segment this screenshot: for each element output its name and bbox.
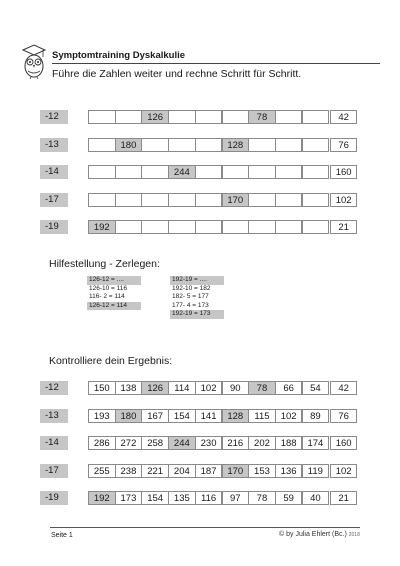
exercise-step-label: -19	[40, 220, 68, 234]
check-step-label: -19	[40, 491, 68, 505]
exercise-cell[interactable]	[275, 138, 303, 152]
exercise-cell[interactable]	[195, 220, 223, 234]
exercise-cell[interactable]	[88, 110, 116, 124]
exercise-cell[interactable]	[141, 220, 169, 234]
exercise-cell[interactable]: 78	[248, 110, 276, 124]
exercise-cell[interactable]	[168, 138, 196, 152]
check-cell: 255	[88, 464, 116, 478]
check-cell: 170	[222, 464, 250, 478]
header	[20, 42, 382, 88]
exercise-step-label: -13	[40, 138, 68, 152]
exercise-cell[interactable]	[302, 220, 330, 234]
exercise-cell[interactable]	[115, 165, 143, 179]
exercise-cell[interactable]	[88, 138, 116, 152]
exercise-cell[interactable]: 21	[330, 220, 358, 234]
header-divider	[52, 63, 380, 64]
check-cell: 180	[115, 409, 143, 423]
check-cell: 42	[330, 381, 358, 395]
credit	[279, 531, 360, 538]
help-example-2	[170, 276, 224, 319]
help-line: 116- 2 = 114	[89, 293, 125, 300]
exercise-row	[40, 110, 357, 124]
check-cell: 115	[248, 409, 276, 423]
exercise-cell[interactable]	[88, 165, 116, 179]
exercise-cell[interactable]: 42	[330, 110, 358, 124]
check-cell: 193	[88, 409, 116, 423]
exercise-cell[interactable]	[141, 193, 169, 207]
exercise-cell[interactable]	[302, 193, 330, 207]
check-step-label: -17	[40, 464, 68, 478]
exercise-cells	[88, 193, 357, 207]
check-cell: 102	[275, 409, 303, 423]
check-cell: 154	[141, 491, 169, 505]
exercise-step-label: -14	[40, 165, 68, 179]
check-cell: 216	[222, 436, 250, 450]
help-line: 182- 5 = 177	[172, 293, 209, 300]
help-line: 126-10 = 116	[89, 284, 128, 292]
exercise-cell[interactable]	[222, 220, 250, 234]
check-row	[40, 436, 357, 450]
check-cell: 230	[195, 436, 223, 450]
check-cell: 238	[115, 464, 143, 478]
exercise-cells	[88, 165, 357, 179]
exercise-cell[interactable]	[248, 193, 276, 207]
help-line: 126-12 = 114	[87, 302, 141, 311]
help-line: 192-19 = 173	[170, 310, 224, 319]
exercise-cell[interactable]	[248, 165, 276, 179]
check-cell: 204	[168, 464, 196, 478]
exercise-cell[interactable]: 160	[330, 165, 358, 179]
exercise-cell[interactable]	[275, 193, 303, 207]
check-cell: 102	[330, 464, 358, 478]
exercise-cell[interactable]	[141, 138, 169, 152]
exercise-cell[interactable]	[168, 193, 196, 207]
exercise-cell[interactable]	[115, 193, 143, 207]
check-row	[40, 409, 357, 423]
check-cell: 221	[141, 464, 169, 478]
check-cell: 272	[115, 436, 143, 450]
check-cell: 136	[275, 464, 303, 478]
check-cell: 167	[141, 409, 169, 423]
check-cell: 286	[88, 436, 116, 450]
exercise-cell[interactable]	[195, 138, 223, 152]
check-cell: 78	[248, 381, 276, 395]
exercise-cell[interactable]	[195, 165, 223, 179]
check-cell: 90	[222, 381, 250, 395]
check-step-label: -12	[40, 381, 68, 395]
check-cell: 150	[88, 381, 116, 395]
exercise-cell[interactable]	[115, 110, 143, 124]
exercise-cell[interactable]	[195, 193, 223, 207]
check-cell: 40	[302, 491, 330, 505]
help-line: 192-10 = 182	[172, 284, 211, 292]
check-cell: 160	[330, 436, 358, 450]
exercise-cell[interactable]	[168, 110, 196, 124]
help-line: 192-19 = ....	[170, 276, 224, 285]
check-cell: 135	[168, 491, 196, 505]
check-cell: 244	[168, 436, 196, 450]
check-cell: 187	[195, 464, 223, 478]
check-cell: 192	[88, 491, 116, 505]
credit-year: 2018	[348, 532, 360, 538]
exercise-cell[interactable]	[115, 220, 143, 234]
exercise-cell[interactable]: 192	[88, 220, 116, 234]
credit-text: © by Julia Ehlert (Bc.)	[279, 531, 347, 538]
check-cell: 59	[275, 491, 303, 505]
check-title: Kontrolliere dein Ergebnis:	[49, 355, 173, 367]
exercise-cell[interactable]: 126	[141, 110, 169, 124]
check-cell: 126	[141, 381, 169, 395]
check-cell: 116	[195, 491, 223, 505]
help-line: 126-12 = ....	[87, 276, 141, 285]
exercise-cell[interactable]	[195, 110, 223, 124]
check-cell: 21	[330, 491, 358, 505]
check-cell: 128	[222, 409, 250, 423]
exercise-cell[interactable]	[275, 165, 303, 179]
exercise-row	[40, 165, 357, 179]
check-cell: 66	[275, 381, 303, 395]
check-cell: 154	[168, 409, 196, 423]
check-row	[40, 491, 357, 505]
exercise-row	[40, 220, 357, 234]
check-cells	[88, 381, 357, 395]
exercise-cell[interactable]	[141, 165, 169, 179]
exercise-step-label: -17	[40, 193, 68, 207]
check-cell: 153	[248, 464, 276, 478]
exercise-cell[interactable]: 180	[115, 138, 143, 152]
exercise-row	[40, 193, 357, 207]
check-cell: 188	[275, 436, 303, 450]
exercise-cell[interactable]: 170	[222, 193, 250, 207]
help-example-1	[87, 276, 141, 310]
check-cell: 97	[222, 491, 250, 505]
check-cell: 89	[302, 409, 330, 423]
exercise-cell[interactable]	[275, 220, 303, 234]
page-number: Seite 1	[51, 532, 73, 539]
check-cell: 119	[302, 464, 330, 478]
worksheet-instruction: Führe die Zahlen weiter und rechne Schritt für Schritt.	[52, 68, 302, 80]
exercise-cell[interactable]: 76	[330, 138, 358, 152]
check-cell: 258	[141, 436, 169, 450]
exercise-cells	[88, 220, 357, 234]
exercise-cell[interactable]	[302, 110, 330, 124]
exercise-cell[interactable]: 244	[168, 165, 196, 179]
check-cell: 138	[115, 381, 143, 395]
check-cell: 202	[248, 436, 276, 450]
check-step-label: -13	[40, 409, 68, 423]
check-row	[40, 464, 357, 478]
check-step-label: -14	[40, 436, 68, 450]
check-cell: 102	[195, 381, 223, 395]
exercise-cell[interactable]	[168, 220, 196, 234]
exercise-cells	[88, 138, 357, 152]
exercise-cell[interactable]: 128	[222, 138, 250, 152]
exercise-cell[interactable]	[275, 110, 303, 124]
exercise-cell[interactable]	[302, 165, 330, 179]
exercise-row	[40, 138, 357, 152]
check-cell: 54	[302, 381, 330, 395]
exercise-cell[interactable]	[88, 193, 116, 207]
check-cells	[88, 409, 357, 423]
check-cell: 173	[115, 491, 143, 505]
check-cell: 174	[302, 436, 330, 450]
check-cell: 114	[168, 381, 196, 395]
check-cell: 141	[195, 409, 223, 423]
help-title: Hilfestellung - Zerlegen:	[49, 258, 160, 270]
owl-teacher-icon	[20, 42, 48, 80]
footer-divider	[50, 527, 360, 528]
exercise-cell[interactable]	[248, 138, 276, 152]
exercise-cell[interactable]	[222, 165, 250, 179]
exercise-cell[interactable]	[248, 220, 276, 234]
exercise-cell[interactable]	[222, 110, 250, 124]
check-cells	[88, 436, 357, 450]
check-cell: 78	[248, 491, 276, 505]
exercise-cell[interactable]: 102	[330, 193, 358, 207]
check-cells	[88, 491, 357, 505]
exercise-step-label: -12	[40, 110, 68, 124]
check-cell: 76	[330, 409, 358, 423]
help-line: 177- 4 = 173	[172, 301, 209, 309]
exercise-cell[interactable]	[302, 138, 330, 152]
check-cells	[88, 464, 357, 478]
worksheet-title: Symptomtraining Dyskalkulie	[52, 50, 186, 61]
exercise-cells	[88, 110, 357, 124]
check-row	[40, 381, 357, 395]
